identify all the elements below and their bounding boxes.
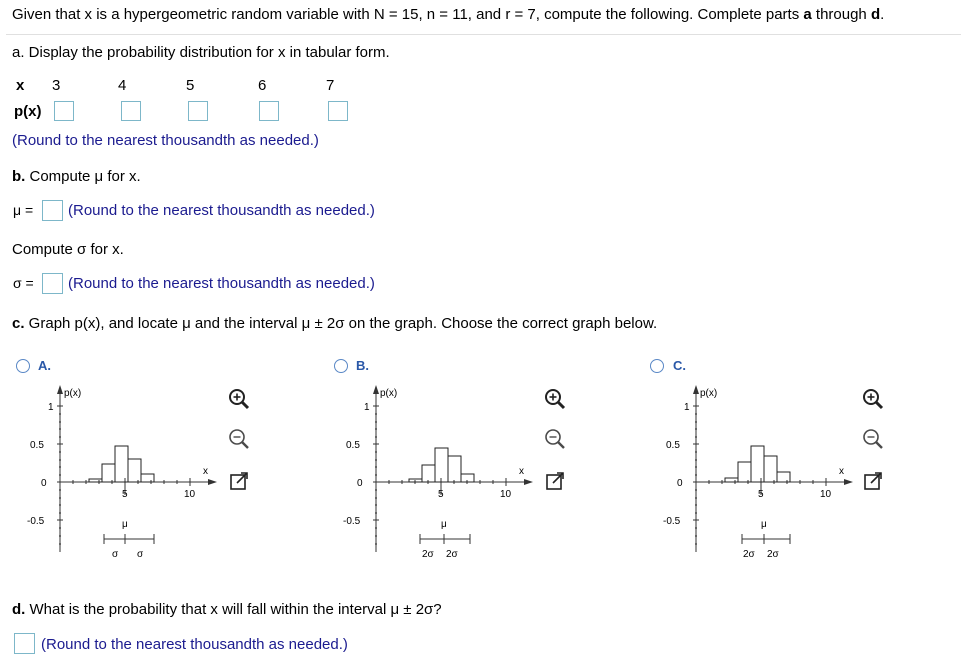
sigma-hint: (Round to the nearest thousandth as needed.) xyxy=(68,275,375,292)
option-a-y-tick-neg05: -0.5 xyxy=(27,516,45,527)
option-b-zoom-out-icon[interactable] xyxy=(544,428,566,450)
part-d-prefix: d. xyxy=(12,601,26,618)
option-a-y-tick-1: 1 xyxy=(48,402,54,413)
problem-statement xyxy=(12,6,884,23)
option-c-mu: μ xyxy=(761,519,767,530)
header-divider xyxy=(6,34,961,35)
sigma-label: σ = xyxy=(13,275,34,291)
option-c-sigma-right: 2σ xyxy=(767,549,779,560)
option-a-zoom-out-icon[interactable] xyxy=(228,428,250,450)
option-a-zoom-in-icon[interactable] xyxy=(228,388,250,410)
part-c-prefix: c. xyxy=(12,315,25,332)
bar-x4 xyxy=(102,464,115,482)
part-c-question xyxy=(12,315,657,332)
mu-hint: (Round to the nearest thousandth as needed.) xyxy=(68,202,375,219)
option-c-sigma-left: 2σ xyxy=(743,549,755,560)
option-c-graph xyxy=(660,382,860,562)
option-b-y-label: p(x) xyxy=(380,388,398,399)
x-value-4: 4 xyxy=(118,77,127,94)
option-a-y-label: p(x) xyxy=(64,388,82,399)
option-b-graph xyxy=(340,382,540,562)
option-a-x-tick-5: 5 xyxy=(122,489,128,500)
bar-x7 xyxy=(777,472,790,482)
bar-x5 xyxy=(435,448,448,482)
prompt-part-a: a xyxy=(803,6,812,23)
option-a-radio[interactable] xyxy=(16,359,30,373)
option-b-y-tick-1: 1 xyxy=(364,402,370,413)
x-value-5: 5 xyxy=(186,77,195,94)
option-c-x-tick-5: 5 xyxy=(758,489,764,500)
option-a-label[interactable]: A. xyxy=(38,358,51,373)
option-c-y-tick-05: 0.5 xyxy=(666,440,680,451)
p-of-3-input[interactable] xyxy=(54,101,74,121)
part-c-text: Graph p(x), and locate μ and the interval μ ± 2σ on the graph. Choose the correct graph below. xyxy=(24,315,658,332)
part-a-hint: (Round to the nearest thousandth as needed.) xyxy=(12,132,319,149)
bar-x5 xyxy=(751,446,764,482)
bar-x5 xyxy=(115,446,128,482)
part-a-question: a. Display the probability distribution for x in tabular form. xyxy=(12,44,390,61)
x-value-7: 7 xyxy=(326,77,335,94)
option-a-popout-icon[interactable] xyxy=(228,470,250,492)
prompt-period: . xyxy=(880,6,885,23)
option-c-y-label: p(x) xyxy=(700,388,718,399)
p-of-6-input[interactable] xyxy=(259,101,279,121)
x-value-6: 6 xyxy=(258,77,267,94)
option-a-y-tick-0: 0 xyxy=(41,478,47,489)
option-b-label[interactable]: B. xyxy=(356,358,369,373)
prompt-text: Given that x is a hypergeometric random variable with N = 15, n = 11, and r = 7, compute the following. Complete parts xyxy=(12,6,804,23)
part-d-text: What is the probability that x will fall within the interval μ ± 2σ? xyxy=(25,601,442,618)
option-a-x-tick-10: 10 xyxy=(184,489,196,500)
option-b-sigma-right: 2σ xyxy=(446,549,458,560)
option-c-zoom-out-icon[interactable] xyxy=(862,428,884,450)
part-d-question xyxy=(12,601,442,618)
table-x-header: x xyxy=(16,77,25,94)
p-of-7-input[interactable] xyxy=(328,101,348,121)
option-c-x-tick-10: 10 xyxy=(820,489,832,500)
option-a-graph xyxy=(24,382,224,562)
mu-label: μ = xyxy=(13,202,34,218)
option-c-radio[interactable] xyxy=(650,359,664,373)
option-b-y-tick-0: 0 xyxy=(357,478,363,489)
option-c-popout-icon[interactable] xyxy=(862,470,884,492)
option-b-popout-icon[interactable] xyxy=(544,470,566,492)
probability-input[interactable] xyxy=(14,633,35,654)
option-c-zoom-in-icon[interactable] xyxy=(862,388,884,410)
part-b-prefix: b. xyxy=(12,168,26,185)
option-b-radio[interactable] xyxy=(334,359,348,373)
sigma-question: Compute σ for x. xyxy=(12,241,124,258)
option-a-x-label: x xyxy=(203,466,208,477)
x-value-3: 3 xyxy=(52,77,61,94)
bar-x3 xyxy=(725,478,738,482)
mu-input[interactable] xyxy=(42,200,63,221)
option-b-y-tick-neg05: -0.5 xyxy=(343,516,361,527)
table-px-header: p(x) xyxy=(14,103,42,120)
option-a-sigma-left: σ xyxy=(112,549,119,560)
part-d-hint: (Round to the nearest thousandth as needed.) xyxy=(41,636,348,653)
option-b-mu: μ xyxy=(441,519,447,530)
option-c-y-tick-0: 0 xyxy=(677,478,683,489)
option-a-y-tick-05: 0.5 xyxy=(30,440,44,451)
option-b-sigma-left: 2σ xyxy=(422,549,434,560)
bar-x4 xyxy=(422,465,435,482)
bar-x6 xyxy=(764,456,777,482)
part-b-question xyxy=(12,168,141,185)
option-b-x-label: x xyxy=(519,466,524,477)
option-b-x-tick-5: 5 xyxy=(438,489,444,500)
p-of-5-input[interactable] xyxy=(188,101,208,121)
option-b-zoom-in-icon[interactable] xyxy=(544,388,566,410)
bar-x3 xyxy=(89,479,102,482)
bar-x4 xyxy=(738,462,751,482)
option-b-x-tick-10: 10 xyxy=(500,489,512,500)
prompt-through: through xyxy=(811,6,871,23)
bar-x7 xyxy=(141,474,154,482)
option-a-mu: μ xyxy=(122,519,128,530)
option-c-y-tick-neg05: -0.5 xyxy=(663,516,681,527)
sigma-input[interactable] xyxy=(42,273,63,294)
prompt-part-d: d xyxy=(870,6,881,23)
bar-x6 xyxy=(128,459,141,482)
option-c-x-label: x xyxy=(839,466,844,477)
option-a-sigma-right: σ xyxy=(137,549,144,560)
option-c-label[interactable]: C. xyxy=(673,358,686,373)
option-b-y-tick-05: 0.5 xyxy=(346,440,360,451)
part-b-text: Compute μ for x. xyxy=(25,168,141,185)
bar-x6 xyxy=(448,456,461,482)
option-c-y-tick-1: 1 xyxy=(684,402,690,413)
p-of-4-input[interactable] xyxy=(121,101,141,121)
